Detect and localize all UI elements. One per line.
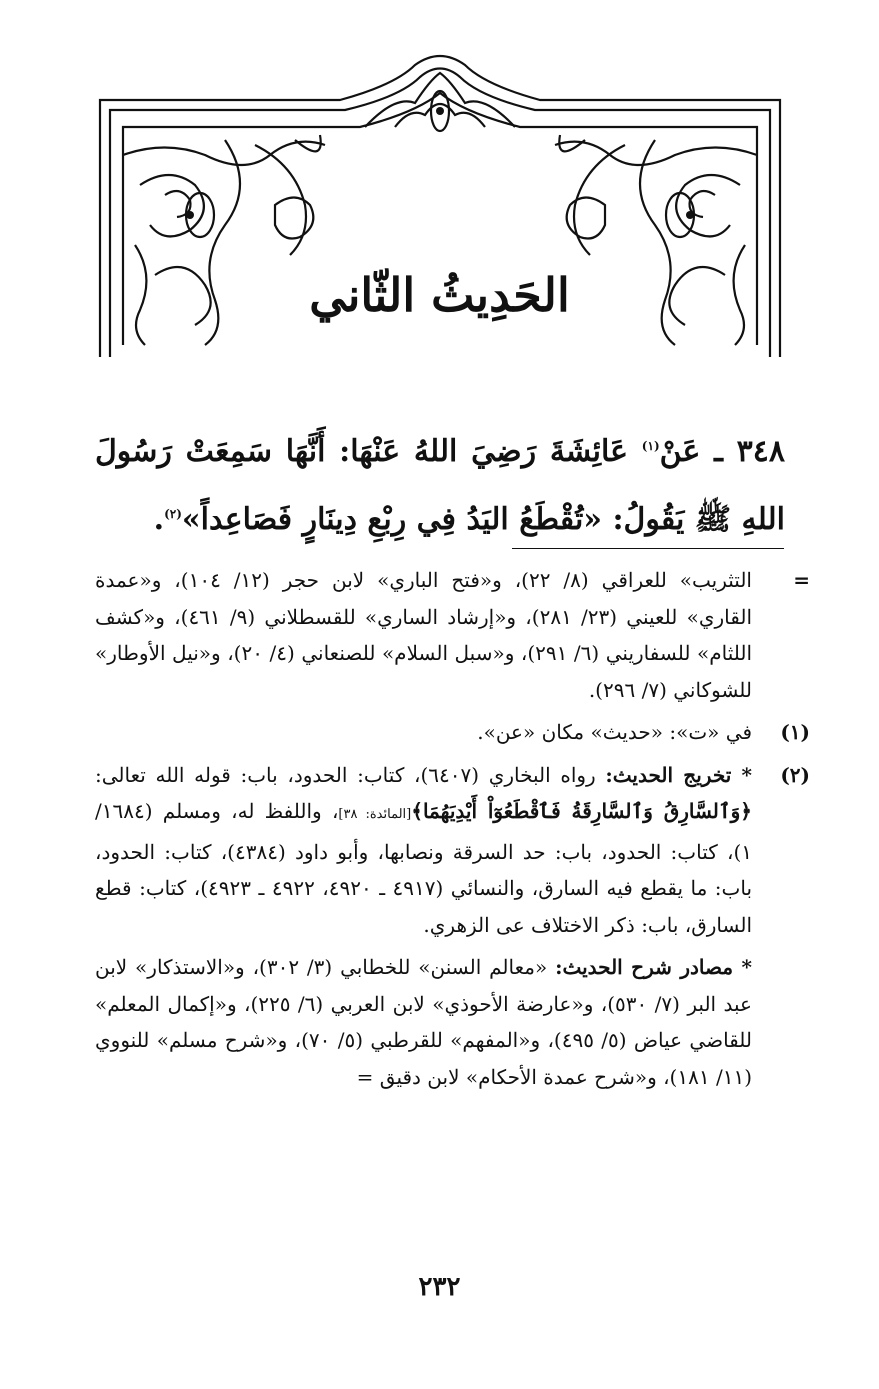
footnote-divider xyxy=(512,548,784,549)
hadith-end: . xyxy=(153,502,165,537)
hadith-text xyxy=(95,415,785,551)
hadith-number: ٣٤٨ xyxy=(736,434,785,469)
quran-verse: ﴿وَٱلسَّارِقُ وَٱلسَّارِقَةُ فَٱقْطَعُوٓاْ أَيْدِيَهُمَا﴾ xyxy=(411,799,752,823)
footnote-ref-2: (٢) xyxy=(164,507,182,521)
footnote-2-mark: (٢) xyxy=(780,762,810,787)
footnote-ref-1: (١) xyxy=(641,439,660,453)
footnote-2 xyxy=(95,757,810,1102)
takhrij-label: * تخريج الحديث: xyxy=(605,762,753,787)
hadith-separator: ـ xyxy=(714,434,723,469)
continuation-text: التثريب» للعراقي (٨/ ٢٢)، و«فتح الباري» لابن حجر (١٢/ ١٠٤)، و«عمدة القاري» للعيني (٢٣/ ٢٨١)، و«إرشاد الساري» للقسطلاني (٩/ ٤٦١)، و«كشف اللثام» للسفاريني (٦/ ٢٩١)، و«سبل السلام» للصنعاني (٤/ ٢٠)، و«نيل الأوطار» للشوكاني (٧/ ٢٩٦). xyxy=(95,568,753,702)
footnote-1 xyxy=(95,714,810,751)
hadith-body: عَائِشَةَ رَضِيَ اللهُ عَنْهَا: أَنَّهَا سَمِعَتْ رَسُولَ اللهِ ﷺ يَقُولُ: «تُقْطَعُ اليَدُ فِي رِبْعِ دِينَارٍ فَصَاعِداً» xyxy=(95,434,785,537)
sources-paragraph xyxy=(95,949,752,1095)
footnote-2-text xyxy=(95,757,752,1102)
takhrij-text-end: ، واللفظ له، ومسلم (١٦٨٤/ ١)، كتاب: الحدود، باب: حد السرقة ونصابها، وأبو داود (٤٣٨٤)، كتاب: الحدود، باب: ما يقطع فيه السارق، والنسائي (٤٩١٧ ـ ٤٩٢٠، ٤٩٢٢ ـ ٤٩٢٣)، كتاب: قطع السارق، باب: ذكر الاختلاف عى الزهري. xyxy=(95,799,753,937)
footnote-1-text: في «ت»: «حديث» مكان «عن». xyxy=(477,720,752,744)
footnote-continuation xyxy=(95,562,810,708)
chapter-heading: الحَدِيثُ الثّاني xyxy=(309,268,570,322)
footnotes xyxy=(95,562,810,1107)
takhrij-paragraph xyxy=(95,757,752,944)
takhrij-text-start: رواه البخاري (٦٤٠٧)، كتاب: الحدود، باب: قوله الله تعالى: xyxy=(95,762,596,787)
sources-label: * مصادر شرح الحديث: xyxy=(555,955,752,979)
continuation-mark: = xyxy=(793,568,810,592)
hadith-opening: عَنْ xyxy=(659,434,701,469)
sources-text: «معالم السنن» للخطابي (٣/ ٣٠٢)، و«الاستذكار» لابن عبد البر (٧/ ٥٣٠)، و«عارضة الأحوذي» لابن العربي (٦/ ٢٢٥)، و«إكمال المعلم» للقاضي عياض (٥/ ٤٩٥)، و«المفهم» للقرطبي (٥/ ٧٠)، و«شرح مسلم» للنووي (١١/ ١٨١)، و«شرح عمدة الأحكام» لابن دقيق = xyxy=(95,955,752,1089)
quran-reference: [المائدة: ٣٨] xyxy=(338,807,412,822)
page-number: ٢٣٢ xyxy=(418,1272,461,1302)
footnote-1-mark: (١) xyxy=(780,720,810,744)
